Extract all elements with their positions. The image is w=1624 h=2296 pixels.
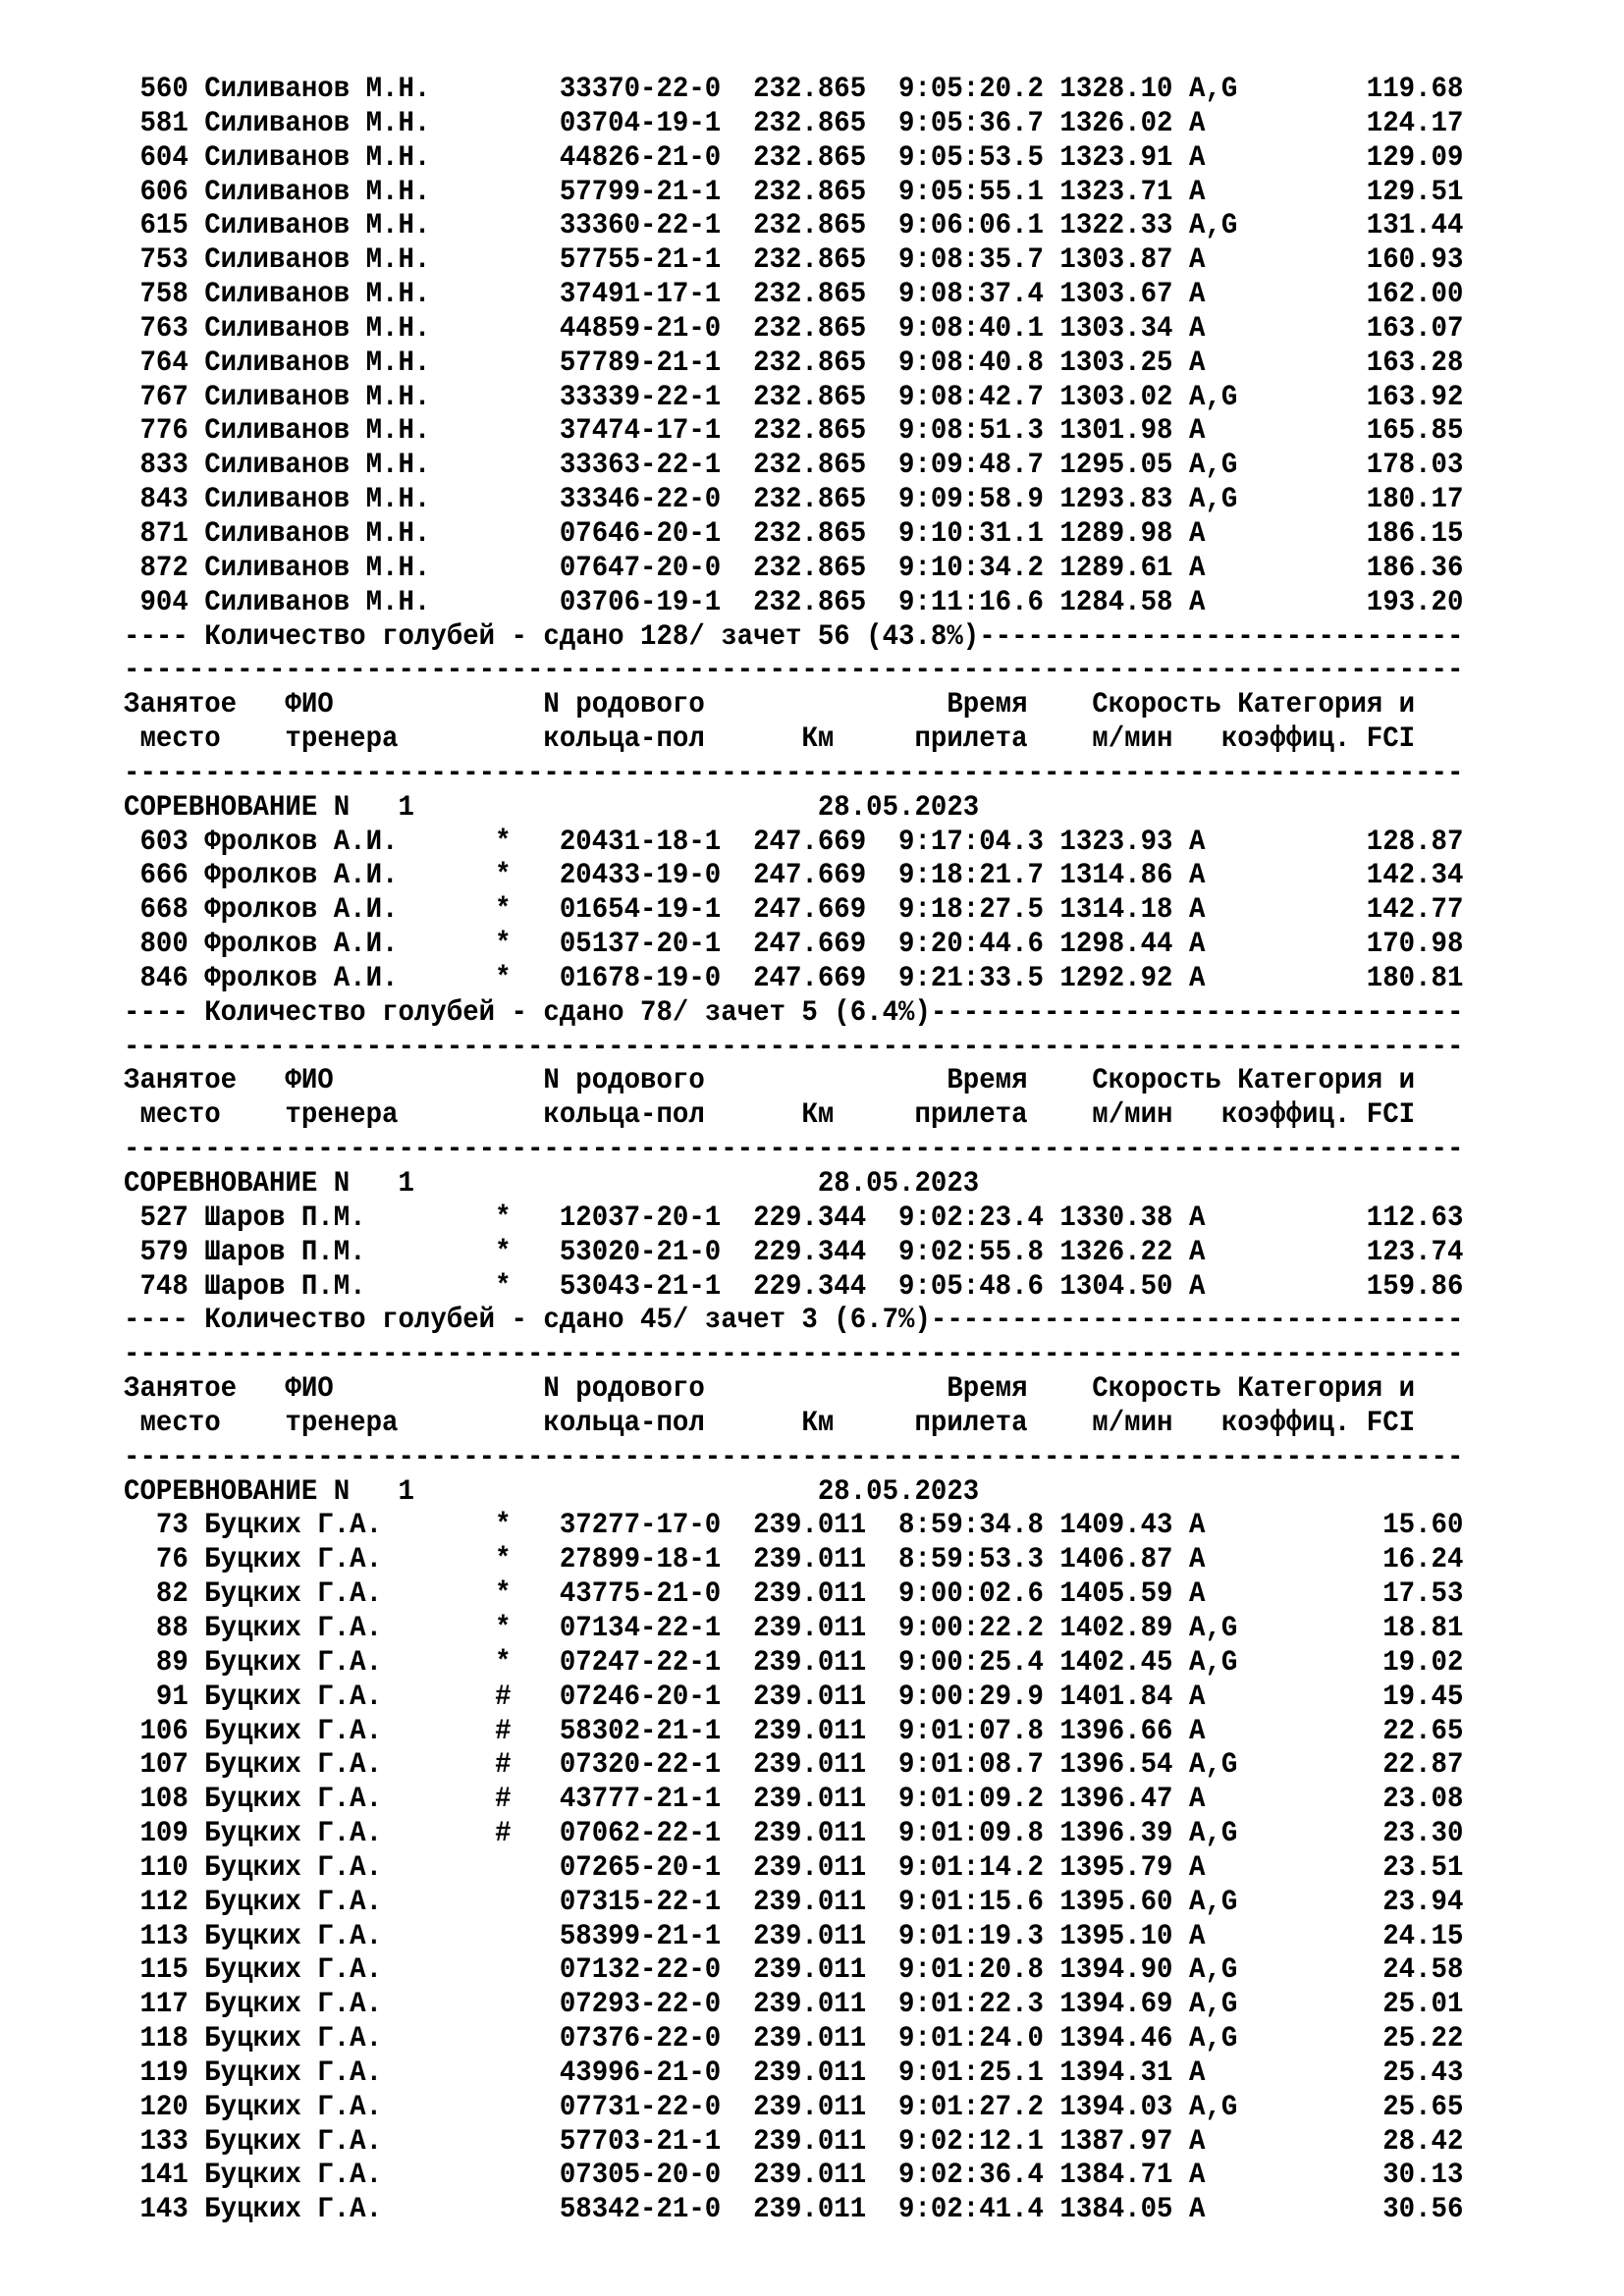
result-row: 133 Буцких Г.А. 57703-21-1 239.011 9:02:12.1 1387.97 A 28.42 (124, 2124, 1464, 2159)
results-document (124, 73, 1463, 2227)
result-row: 758 Силиванов М.Н. 37491-17-1 232.865 9:08:37.4 1303.67 A 162.00 (124, 278, 1464, 312)
result-row: 88 Буцких Г.А. * 07134-22-1 239.011 9:00:22.2 1402.89 A,G 18.81 (124, 1611, 1464, 1645)
result-row: 615 Силиванов М.Н. 33360-22-1 232.865 9:06:06.1 1322.33 A,G 131.44 (124, 209, 1464, 243)
result-row: 904 Силиванов М.Н. 03706-19-1 232.865 9:11:16.6 1284.58 A 193.20 (124, 585, 1464, 619)
result-row: 668 Фролков А.И. * 01654-19-1 247.669 9:18:27.5 1314.18 A 142.77 (124, 893, 1464, 928)
result-row: 120 Буцких Г.А. 07731-22-0 239.011 9:01:27.2 1394.03 A,G 25.65 (124, 2090, 1464, 2124)
result-row: 117 Буцких Г.А. 07293-22-0 239.011 9:01:22.3 1394.69 A,G 25.01 (124, 1988, 1464, 2022)
result-row: 115 Буцких Г.А. 07132-22-0 239.011 9:01:20.8 1394.90 A,G 24.58 (124, 1953, 1464, 1988)
column-header-row-1: Занятое ФИО N родового Время Скорость Категория и (124, 1372, 1416, 1407)
result-row: 767 Силиванов М.Н. 33339-22-1 232.865 9:08:42.7 1303.02 A,G 163.92 (124, 380, 1464, 414)
result-row: 91 Буцких Г.А. # 07246-20-1 239.011 9:00:29.9 1401.84 A 19.45 (124, 1680, 1464, 1714)
column-header-row-1: Занятое ФИО N родового Время Скорость Категория и (124, 1064, 1416, 1098)
separator-line: ----------------------------------------------------------------------------------- (124, 1440, 1464, 1474)
result-row: 89 Буцких Г.А. * 07247-22-1 239.011 9:00:25.4 1402.45 A,G 19.02 (124, 1645, 1464, 1680)
result-row: 119 Буцких Г.А. 43996-21-0 239.011 9:01:25.1 1394.31 A 25.43 (124, 2056, 1464, 2090)
result-row: 843 Силиванов М.Н. 33346-22-0 232.865 9:09:58.9 1293.83 A,G 180.17 (124, 483, 1464, 517)
result-row: 764 Силиванов М.Н. 57789-21-1 232.865 9:08:40.8 1303.25 A 163.28 (124, 346, 1464, 380)
competition-header: СОРЕВНОВАНИЕ N 1 28.05.2023 (124, 1167, 980, 1201)
competition-header: СОРЕВНОВАНИЕ N 1 28.05.2023 (124, 790, 980, 825)
result-row: 141 Буцких Г.А. 07305-20-0 239.011 9:02:36.4 1384.71 A 30.13 (124, 2159, 1464, 2193)
column-header-row-2: место тренера кольца-пол Км прилета м/мин коэффиц. FCI (124, 1098, 1416, 1133)
result-row: 73 Буцких Г.А. * 37277-17-0 239.011 8:59:34.8 1409.43 A 15.60 (124, 1509, 1464, 1543)
column-header-row-1: Занятое ФИО N родового Время Скорость Категория и (124, 688, 1416, 722)
result-row: 108 Буцких Г.А. # 43777-21-1 239.011 9:01:09.2 1396.47 A 23.08 (124, 1783, 1464, 1817)
result-row: 606 Силиванов М.Н. 57799-21-1 232.865 9:05:55.1 1323.71 A 129.51 (124, 175, 1464, 209)
separator-line: ----------------------------------------------------------------------------------- (124, 1133, 1464, 1167)
separator-line: ----------------------------------------------------------------------------------- (124, 756, 1464, 790)
result-row: 107 Буцких Г.А. # 07320-22-1 239.011 9:01:08.7 1396.54 A,G 22.87 (124, 1748, 1464, 1783)
result-row: 846 Фролков А.И. * 01678-19-0 247.669 9:21:33.5 1292.92 A 180.81 (124, 961, 1464, 995)
result-row: 604 Силиванов М.Н. 44826-21-0 232.865 9:05:53.5 1323.91 A 129.09 (124, 140, 1464, 175)
separator-line: ----------------------------------------------------------------------------------- (124, 1030, 1464, 1064)
separator-line: ----------------------------------------------------------------------------------- (124, 654, 1464, 688)
result-row: 800 Фролков А.И. * 05137-20-1 247.669 9:20:44.6 1298.44 A 170.98 (124, 928, 1464, 962)
result-row: 872 Силиванов М.Н. 07647-20-0 232.865 9:10:34.2 1289.61 A 186.36 (124, 551, 1464, 585)
result-row: 833 Силиванов М.Н. 33363-22-1 232.865 9:09:48.7 1295.05 A,G 178.03 (124, 449, 1464, 483)
result-row: 113 Буцких Г.А. 58399-21-1 239.011 9:01:19.3 1395.10 A 24.15 (124, 1919, 1464, 1953)
result-row: 763 Силиванов М.Н. 44859-21-0 232.865 9:08:40.1 1303.34 A 163.07 (124, 311, 1464, 346)
result-row: 603 Фролков А.И. * 20431-18-1 247.669 9:17:04.3 1323.93 A 128.87 (124, 825, 1464, 859)
separator-line: ----------------------------------------------------------------------------------- (124, 1338, 1464, 1372)
result-row: 753 Силиванов М.Н. 57755-21-1 232.865 9:08:35.7 1303.87 A 160.93 (124, 243, 1464, 278)
competition-header: СОРЕВНОВАНИЕ N 1 28.05.2023 (124, 1474, 980, 1509)
result-row: 776 Силиванов М.Н. 37474-17-1 232.865 9:08:51.3 1301.98 A 165.85 (124, 414, 1464, 449)
summary-line: ---- Количество голубей - сдано 128/ зачет 56 (43.8%)------------------------------ (124, 619, 1464, 654)
result-row: 748 Шаров П.М. * 53043-21-1 229.344 9:05:48.6 1304.50 A 159.86 (124, 1269, 1464, 1304)
result-row: 82 Буцких Г.А. * 43775-21-0 239.011 9:00:02.6 1405.59 A 17.53 (124, 1577, 1464, 1612)
column-header-row-2: место тренера кольца-пол Км прилета м/мин коэффиц. FCI (124, 722, 1416, 757)
result-row: 666 Фролков А.И. * 20433-19-0 247.669 9:18:21.7 1314.86 A 142.34 (124, 859, 1464, 893)
result-row: 118 Буцких Г.А. 07376-22-0 239.011 9:01:24.0 1394.46 A,G 25.22 (124, 2022, 1464, 2056)
result-row: 106 Буцких Г.А. # 58302-21-1 239.011 9:01:07.8 1396.66 A 22.65 (124, 1714, 1464, 1748)
result-row: 143 Буцких Г.А. 58342-21-0 239.011 9:02:41.4 1384.05 A 30.56 (124, 2193, 1464, 2227)
result-row: 112 Буцких Г.А. 07315-22-1 239.011 9:01:15.6 1395.60 A,G 23.94 (124, 1885, 1464, 1919)
result-row: 579 Шаров П.М. * 53020-21-0 229.344 9:02:55.8 1326.22 A 123.74 (124, 1235, 1464, 1269)
summary-line: ---- Количество голубей - сдано 78/ зачет 5 (6.4%)--------------------------------- (124, 995, 1464, 1030)
result-row: 527 Шаров П.М. * 12037-20-1 229.344 9:02:23.4 1330.38 A 112.63 (124, 1201, 1464, 1235)
result-row: 109 Буцких Г.А. # 07062-22-1 239.011 9:01:09.8 1396.39 A,G 23.30 (124, 1817, 1464, 1851)
result-row: 76 Буцких Г.А. * 27899-18-1 239.011 8:59:53.3 1406.87 A 16.24 (124, 1543, 1464, 1577)
result-row: 581 Силиванов М.Н. 03704-19-1 232.865 9:05:36.7 1326.02 A 124.17 (124, 106, 1464, 140)
column-header-row-2: место тренера кольца-пол Км прилета м/мин коэффиц. FCI (124, 1406, 1416, 1440)
result-row: 871 Силиванов М.Н. 07646-20-1 232.865 9:10:31.1 1289.98 A 186.15 (124, 516, 1464, 551)
result-row: 110 Буцких Г.А. 07265-20-1 239.011 9:01:14.2 1395.79 A 23.51 (124, 1850, 1464, 1885)
summary-line: ---- Количество голубей - сдано 45/ зачет 3 (6.7%)--------------------------------- (124, 1304, 1464, 1338)
result-row: 560 Силиванов М.Н. 33370-22-0 232.865 9:05:20.2 1328.10 A,G 119.68 (124, 73, 1464, 106)
